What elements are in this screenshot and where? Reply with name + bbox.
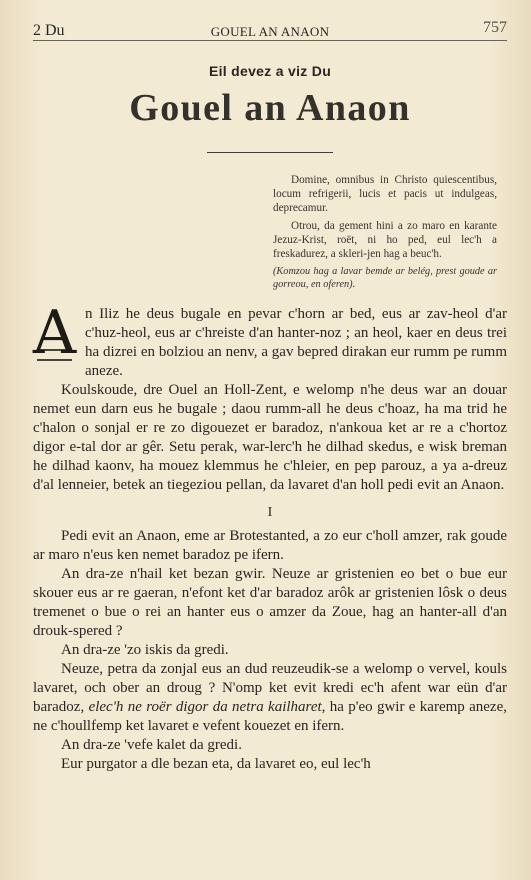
paragraph-4: An dra-ze n'hail ket bezan gwir. Neuze ar gristenien eo bet o bue eur skouer eus ar re gaeran, n'efont ket d'ar baradoz arôk ar gristenien lôsk o deus tremenet o bue o rei an hanter eus o amzer da Zoue, hag an hanter-all d'an drouk-spered ? — [33, 566, 507, 640]
main-text — [32, 298, 507, 774]
paragraph-3: Pedi evit an Anaon, eme ar Brotestanted, a zo eur c'holl amzer, rak goude ar maro n'eus ken nemet baradoz pe ifern. — [33, 528, 507, 564]
page-number: 757 — [483, 19, 507, 36]
paragraph-5: An dra-ze 'zo iskis da gredi. — [61, 642, 229, 659]
opening-text: n Iliz he deus bugale en pevar c'horn ar bed, eus ar zav-heol d'ar c'huz-heol, eus ar c'hreiste d'an hanter-noz ; an heol, kaer en deus trei ha dizrei en bolziou an nenv, a gav bepred dirakan eur rumm pe rumm aneze. — [85, 306, 507, 380]
running-header — [33, 14, 507, 41]
paragraph-6-italic-quote: elec'h ne roër digor da netra kailharet — [88, 699, 322, 716]
running-head-title: GOUEL AN ANAON — [210, 24, 330, 39]
paragraph-2: Koulskoude, dre Ouel an Holl-Zent, e welomp n'he deus war an douar nemet eun darn eus he bugale ; daou rumm-all he deus c'hoaz, ha ma trid he c'halon o sonjal er re zo digouezet er baradoz, n'ankoua ket ar re a c'hortoz digor e-tal dor ar gêr. Setu perak, war-lerc'h he dilhad skedus, e wisk breman he dilhad kaonv, ha mouez klemmus he c'hleier, en pep parouz, a ya a-dreuz d'al lenneier, betek an tiegeziou pellan, da lavaret d'an holl pedi evit an Anaon. — [33, 382, 507, 494]
page-title: Gouel an Anaon — [129, 87, 411, 129]
epigraph-source: (Komzou hag a lavar bemde ar belég, prest goude ar gorreou, en oferen). — [273, 266, 497, 291]
paragraph-6-after-italic: , ha p'eo gwir e karemp aneze, ne c'houllfemp ket lavaret e vefent kouezet en ifern. — [33, 699, 507, 735]
running-head-left: 2 Du — [33, 22, 65, 39]
paragraph-6 — [33, 660, 507, 736]
section-number: I — [267, 505, 273, 521]
title-divider — [207, 152, 333, 153]
feast-date-heading: Eil devez a viz Du — [208, 63, 332, 79]
epigraph-latin: Domine, omnibus in Christo quiescentibus, locum refrigerii, lucis et pacis ut indulgeas, deprecamur. — [273, 174, 497, 215]
paragraph-6-before-italic: Neuze, petra da zonjal eus an dud reuzeudik-se a welomp o vervel, kouls lavaret, och ober an droug ? N'omp ket evit kredi ec'h afent war eün d'ar baradoz, — [33, 661, 507, 716]
decorated-drop-cap: A — [32, 298, 77, 369]
opening-paragraph — [32, 298, 507, 381]
paragraph-7: An dra-ze 'vefe kalet da gredi. — [61, 737, 242, 754]
paragraph-8: Eur purgator a dle bezan eta, da lavaret eo, eul lec'h — [61, 756, 371, 773]
epigraph-breton: Otrou, da gement hini a zo maro en karante Jezuz-Krist, roët, ni ho ped, eul lec'h a freskadurez, a skleri-jen hag a beuc'h. — [273, 220, 497, 261]
epigraph — [273, 173, 497, 291]
